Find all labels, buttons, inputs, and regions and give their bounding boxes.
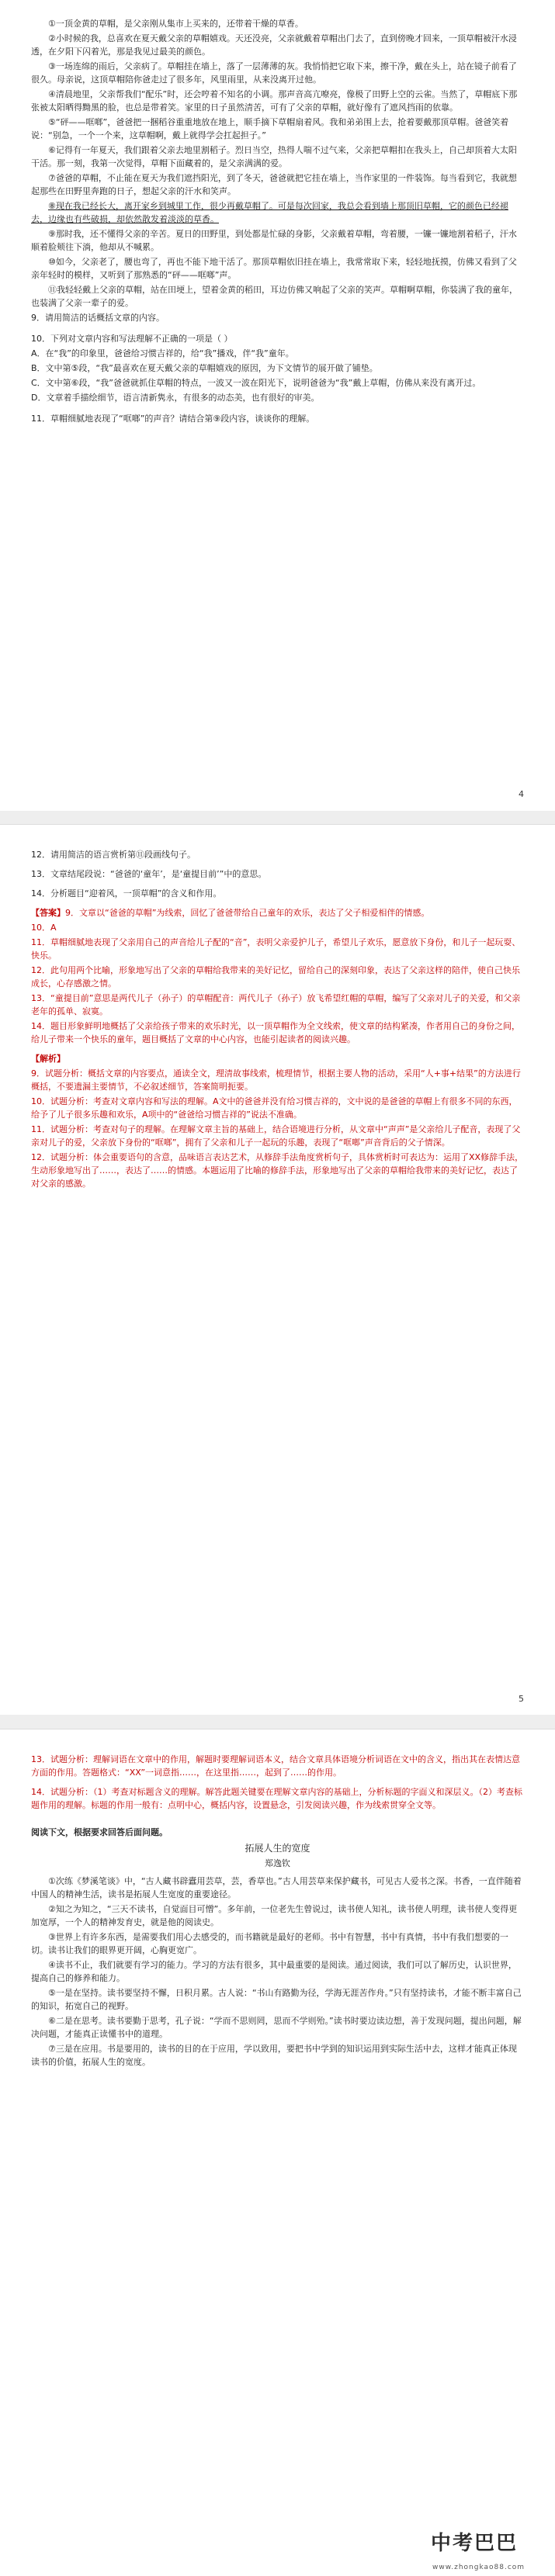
paragraph: ⑤“砰——哐啷”，爸爸把一捆稻谷重重地放在地上，顺手摘下草帽扇着风。我和弟弟围上去，抢着要戴那顶草帽。爸爸笑着说：“别急，一个一个来，这草帽啊，戴上就得学会扛起担子。” xyxy=(31,117,509,140)
answer-9: 【答案】9．文章以“爸爸的草帽”为线索，回忆了爸爸带给自己童年的欢乐，表达了父子相爱相伴的情感。 xyxy=(31,908,430,918)
explanation-9: 9．试题分析：概括文章的内容要点，通读全文，理清故事线索，梳理情节，根据主要人物的活动，采用“人+事+结果”的方法进行概括，不要遗漏主要情节，不必叙述细节，答案简明扼要。 xyxy=(31,1068,521,1092)
paragraph: ⑩如今，父亲老了，腰也弯了，再也不能下地干活了。那顶草帽依旧挂在墙上，我常常取下来，轻轻地抚摸，仿佛又看到了父亲年轻时的模样，又听到了那熟悉的“砰——哐啷”声。 xyxy=(31,257,517,280)
paragraph: ①次练《梦溪笔谈》中，“古人藏书辟蠹用芸草，芸，香草也。”古人用芸草来保护藏书，可见古人爱书之深。书香，一直伴随着中国人的精神生活，读书是拓展人生宽度的重要途径。 xyxy=(31,1876,522,1899)
question-9: 9．请用简洁的话概括文章的内容。 xyxy=(31,313,165,323)
paragraph: ④读书不止，我们就要有学习的能力。学习的方法有很多，其中最重要的是阅读。通过阅读，我们可以了解历史，认识世界，提高自己的修养和能力。 xyxy=(31,1960,517,1983)
page-separator xyxy=(0,1715,555,1729)
answer-11: 11．草帽细腻地表现了父亲用自己的声音给儿子配的“音”，表明父亲爱护儿子，希望儿子欢乐，愿意放下身份，和儿子一起玩耍、快乐。 xyxy=(31,937,521,961)
reading-instruction: 阅读下文，根据要求回答后面问题。 xyxy=(31,1827,168,1837)
paragraph: ⑦爸爸的草帽，不止能在夏天为我们遮挡阳光，到了冬天，爸爸就把它挂在墙上，当作家里的一件装饰。每当看到它，我就想起那些在田野里奔跑的日子，想起父亲的汗水和笑声。 xyxy=(31,173,517,196)
option-a: A．在“我”的印象里，爸爸给习惯吉祥的，给“我”播戏，伴“我”童年。 xyxy=(31,348,294,358)
analysis-label: 【解析】 xyxy=(31,1054,65,1064)
paragraph: ③世界上有许多东西，是需要我们用心去感受的，而书籍就是最好的老师。书中有智慧，书中有真情，书中有我们想要的一切。读书让我们的眼界更开阔，心胸更宽广。 xyxy=(31,1932,508,1955)
document-page-3 xyxy=(0,1729,555,2576)
answer-13: 13．“童提目前”意思是两代儿子（孙子）的草帽配音：两代儿子（孙子）放飞希望红帽的草帽，编写了父亲对儿子的关爱，和父亲老年的孤单、寂寞。 xyxy=(31,993,521,1016)
answer-label: 【答案】 xyxy=(31,908,65,918)
page-number: 4 xyxy=(519,789,524,799)
paragraph: ⑥记得有一年夏天，我们跟着父亲去地里割稻子。烈日当空，热得人喘不过气来，父亲把草帽扣在我头上，自己却顶着大太阳干活。那一刻，我第一次觉得，草帽下面藏着的，是父亲满满的爱。 xyxy=(31,145,517,168)
explanation-13: 13．试题分析：理解词语在文章中的作用，解题时要理解词语本义，结合文章具体语境分析词语在文中的含义，指出其在表情达意方面的作用。答题格式：“XX”一词意指……，在这里指……，起到了……的作用。 xyxy=(31,1754,520,1778)
document-page-2 xyxy=(0,824,555,1715)
paragraph: ①一顶金黄的草帽，是父亲刚从集市上买来的，还带着干燥的草香。 xyxy=(48,19,304,29)
question-14: 14．分析题目“迎着风，一顶草帽”的含义和作用。 xyxy=(31,888,222,898)
underlined-paragraph: ⑧现在我已经长大，离开家乡到城里工作，很少再戴草帽了。可是每次回家，我总会看到墙上那顶旧草帽，它的颜色已经褪去，边缘也有些破损，却依然散发着淡淡的草香。 xyxy=(31,201,508,224)
answer-10: 10．A xyxy=(31,923,57,933)
article-title: 拓展人生的宽度 xyxy=(245,1843,310,1854)
question-11: 11．草帽细腻地表现了“哐啷”的声音？请结合第⑨段内容，谈谈你的理解。 xyxy=(31,414,315,424)
page-separator xyxy=(0,811,555,825)
watermark-logo-text: 中考巴巴 xyxy=(431,2532,519,2555)
paragraph: ③一场连绵的雨后，父亲病了。草帽挂在墙上，落了一层薄薄的灰。我悄悄把它取下来，擦干净，戴在头上，站在镜子前看了很久。母亲说，这顶草帽陪你爸走过了很多年，风里雨里，从来没离开过他。 xyxy=(31,61,517,85)
paragraph: ⑨那时我，还不懂得父亲的辛苦。夏日的田野里，到处都是忙碌的身影，父亲戴着草帽，弯着腰，一镰一镰地割着稻子，汗水顺着脸颊往下淌，他却从不喊累。 xyxy=(31,229,517,252)
paragraph: ⑦三是在应用。书是要用的，读书的目的在于应用，学以致用，要把书中学到的知识运用到实际生活中去，这样才能真正体现读书的价值，拓展人生的宽度。 xyxy=(31,2044,517,2067)
question-12: 12．请用简洁的语言赏析第⑪段画线句子。 xyxy=(31,850,196,860)
paragraph: ⑤一是在坚持。读书要坚持不懈，日积月累。古人说：“书山有路勤为径，学海无涯苦作舟。”只有坚持读书，才能不断丰富自己的知识，拓宽自己的视野。 xyxy=(31,1988,522,2011)
paragraph: ⑪我轻轻戴上父亲的草帽，站在田埂上，望着金黄的稻田，耳边仿佛又响起了父亲的笑声。草帽啊草帽，你装满了我的童年，也装满了父亲一辈子的爱。 xyxy=(31,285,518,308)
question-13: 13．文章结尾段说：“爸爸的‘童年’，是‘童提目前’”中的意思。 xyxy=(31,869,267,879)
option-d: D．文章着手描绘细节，语言清新隽永，有很多的动态美，也有很好的审美。 xyxy=(31,393,320,403)
answer-14: 14．题目形象鲜明地概括了父亲给孩子带来的欢乐时光，以一顶草帽作为全文线索，使文章的结构紧凑，作者用自己的身份之间，给儿子带来一个快乐的童年，题目概括了文章的中心内容，也能引起读者的阅读兴趣。 xyxy=(31,1021,520,1044)
explanation-14: 14．试题分析：（1）考查对标题含义的理解。解答此题关键要在理解文章内容的基础上，分析标题的字面义和深层义。（2）考查标题作用的理解。标题的作用一般有：点明中心，概括内容，设置悬念，引发阅读兴趣，作为线索贯穿全文等。 xyxy=(31,1787,522,1810)
paragraph: ②小时候的我，总喜欢在夏天戴父亲的草帽嬉戏。天还没亮，父亲就戴着草帽出门去了，直到傍晚才回来，一顶草帽被汗水浸透，在夕阳下闪着光，那是我见过最美的颜色。 xyxy=(31,33,517,57)
paragraph: ⑥二是在思考。读书要勤于思考，孔子说：“学而不思则罔，思而不学则殆。”读书时要边读边想，善于发现问题，提出问题，解决问题，才能真正读懂书中的道理。 xyxy=(31,2016,522,2039)
document-page-1 xyxy=(0,0,555,811)
paragraph: ②知之为知之，“三天不读书，自觉面目可憎”。多年前，一位老先生曾说过，读书使人知礼，读书使人明理，读书使人变得更加宽厚，一个人的精神发育史，就是他的阅读史。 xyxy=(31,1904,518,1927)
explanation-10: 10．试题分析：考查对文章内容和写法的理解。A文中的爸爸并没有给习惯吉祥的，文中说的是爸爸的草帽上有很多不同的东西，给予了儿子很多乐趣和欢乐，A项中的“爸爸给习惯吉祥的”说法不准确。 xyxy=(31,1096,518,1120)
question-10: 10．下列对文章内容和写法理解不正确的一项是（ ） xyxy=(31,334,233,344)
explanation-12: 12．试题分析：体会重要语句的含意，品味语言表达艺术，从修辞手法角度赏析句子，具体赏析时可表达为：运用了XX修辞手法，生动形象地写出了……，表达了……的情感。本题运用了比喻的修辞手法，形象地写出了父亲的草帽给我带来的美好记忆，表达了对父亲的感激。 xyxy=(31,1152,524,1189)
option-b: B．文中第⑤段，“我”最喜欢在夏天戴父亲的草帽嬉戏的原因，为下文情节的展开做了铺垫。 xyxy=(31,363,378,373)
paragraph: ④清晨地里，父亲帮我们“配乐”时，还会哼着不知名的小调。那声音高亢嘹亮，像极了田野上空的云雀。当然了，草帽底下那张被太阳晒得黝黑的脸，也总是带着笑。家里的日子虽然清苦，可有了父亲的草帽，就好像有了遮风挡雨的依靠。 xyxy=(31,89,518,113)
explanation-11: 11．试题分析：考查对句子的理解。在理解文章主旨的基础上，结合语境进行分析，从文章中“声声”是父亲给儿子配音，表现了父亲对儿子的爱，父亲放下身份的“哐啷”，拥有了父亲和儿子一起玩的乐趣，表现了“哐啷”声音背后的父子情深。 xyxy=(31,1124,521,1148)
option-c: C．文中第⑥段，“我”爸爸就抓住草帽的特点，一波又一波在阳光下，说明爸爸为“我”戴上草帽，仿佛从来没有离开过。 xyxy=(31,378,481,388)
answer-12: 12．此句用两个比喻，形象地写出了父亲的草帽给我带来的美好记忆，留给自己的深刻印象，表达了父亲这样的陪伴，使自己快乐成长，心存感激之情。 xyxy=(31,965,520,989)
page-number: 5 xyxy=(519,1694,524,1704)
article-author: 郑逸钦 xyxy=(265,1858,290,1868)
watermark-url: www.zhongkao88.com xyxy=(432,2564,526,2571)
site-watermark xyxy=(431,2532,547,2571)
